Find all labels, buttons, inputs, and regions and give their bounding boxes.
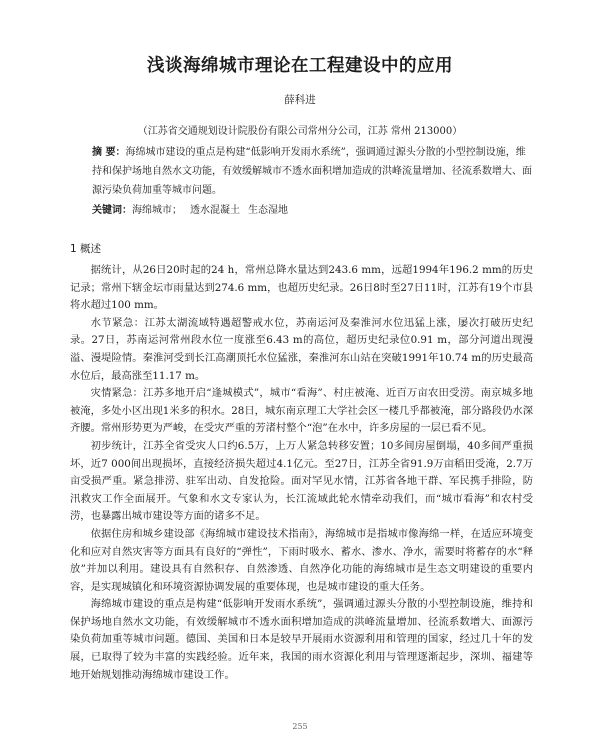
keyword: 透水混凝土 — [190, 205, 240, 216]
keywords-label: 关键词： — [92, 205, 132, 216]
keyword: 生态湿地 — [248, 205, 288, 216]
paragraph: 依据住房和城乡建设部《海绵城市建设技术指南》，海绵城市是指城市像海绵一样，在适应环境变化和应对自然灾害等方面具有良好的“弹性”，下雨时吸水、蓄水、渗水、净水，需要时将蓄存的水“释放”并加以利用。建设具有自然积存、自然渗透、自然净化功能的海绵城市是生态文明建设的重要内容，是实现城镇化和环境资源协调发展的重要体现，也是城市建设的重大任务。 — [70, 527, 533, 593]
paragraph: 初步统计，江苏全省受灾人口约6.5万，上万人紧急转移安置；10多间房屋倒塌，40多间严重损坏，近7 000间出现损坏，直接经济损失超过4.1亿元。至27日，江苏全省91.9万亩稻田受淹，2.7万亩受损严重。紧急排涝、驻军出动、自发抢险。面对罕见水情，江苏省各地干群、军民携手排险，防汛救灾工作全面展开。气象和水文专家认为，长江流域此轮水情牵动我们，而“城市看海”和农村受涝，也暴露出城市建设等方面的诸多不足。 — [70, 439, 533, 523]
paragraph: 灾情紧急：江苏多地开启“逢城模式”，城市“看海”、村庄被淹、近百万亩农田受涝。南京城多地被淹，多处小区出现1米多的积水。28日，城东南京理工大学社会区一楼几乎都被淹，部分路段仍水深齐腰。常州形势更为严峻，在受灾严重的芳渚村整个“泡”在水中，许多房屋的一层已看不见。 — [70, 387, 533, 435]
paragraph: 据统计，从26日20时起的24 h，常州总降水量达到243.6 mm，远超1994年196.2 mm的历史记录；常州下辖金坛市雨量达到274.6 mm，也超历史纪录。26日8时至27日11时，江苏有19个市县将水超过100 mm。 — [70, 264, 533, 312]
paragraph: 海绵城市建设的重点是构建“低影响开发雨水系统”，强调通过源头分散的小型控制设施，维持和保护场地自然水文功能，有效缓解城市不透水面积增加造成的洪峰流量增加、径流系数增大、面源污染负荷加重等城市问题。德国、美国和日本是较早开展雨水资源利用和管理的国家，经过几十年的发展，已取得了较为丰富的实践经验。近年来，我国的雨水资源化利用与管理逐渐起步，深圳、福建等地开始规划推动海绵城市建设工作。 — [70, 598, 533, 681]
paper-title: 浅谈海绵城市理论在工程建设中的应用 — [147, 56, 453, 76]
author-affiliation: （江苏省交通规划设计院股份有限公司常州分公司，江苏 常州 213000） — [137, 126, 463, 137]
keywords — [92, 201, 532, 220]
keyword: 海绵城市； — [132, 205, 182, 216]
section-heading: 1 概述 — [70, 243, 102, 255]
paragraph: 水节紧急：江苏太湖流域特遇超警戒水位，苏南运河及秦淮河水位迅猛上涨，屡次打破历史纪录。27日，苏南运河常州段水位一度涨至6.43 m的高位，超历史纪录位0.91 m，部分河道出现漫溢、漫堤险情。秦淮河受到长江高潮顶托水位猛涨，秦淮河东山站在突破1991年10.74 m的历史最高水位后，最高涨至11.17 m。 — [70, 316, 533, 382]
author-name: 薛科进 — [284, 94, 316, 106]
page-number: 255 — [292, 722, 308, 731]
body-text — [70, 262, 533, 684]
abstract-text: 海绵城市建设的重点是构建“低影响开发雨水系统”，强调通过源头分散的小型控制设施，维持和保护场地自然水文功能，有效缓解城市不透水面积增加造成的洪峰流量增加、径流系数增大、面源污染负荷加重等城市问题。 — [92, 147, 532, 196]
abstract — [92, 143, 532, 200]
abstract-label: 摘 要： — [92, 147, 126, 158]
